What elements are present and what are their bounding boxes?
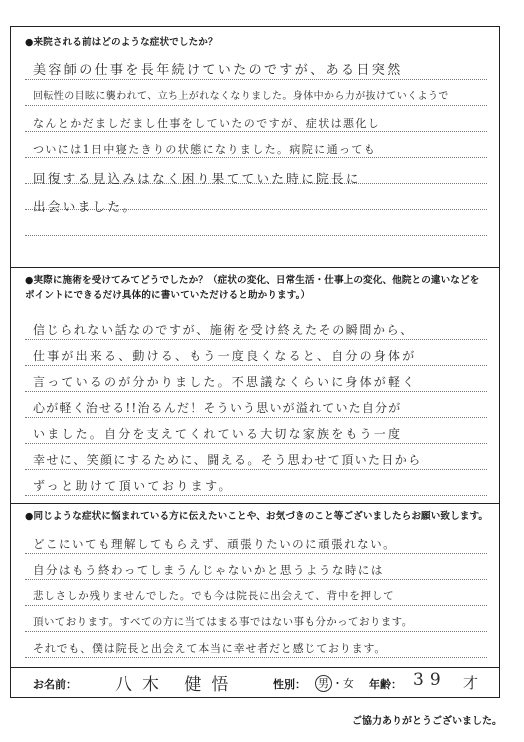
age-value: 39 (413, 670, 447, 690)
answer-line: 幸せに、笑顔にするために、闘える。そう思わせて頂いた日から (33, 453, 422, 467)
answer-rule (25, 631, 487, 632)
answer-line: どこにいても理解してもらえず、頑張りたいのに頑張れない。 (33, 537, 397, 551)
gender-male-selected: 男 (315, 675, 332, 692)
answer-rule (25, 579, 487, 580)
answer-line: 信じられない話なのですが、施術を受け終えたその瞬間から、 (33, 323, 414, 337)
section-symptoms-before (11, 27, 499, 267)
age-label: 年齢： (369, 678, 402, 691)
answer-rule (25, 657, 487, 658)
answer-rule (25, 469, 487, 470)
gender-options (315, 675, 354, 692)
answer-rule (25, 339, 487, 340)
answer-line: それでも、僕は院長と出会えて本当に幸せ者だと感じております。 (33, 642, 387, 655)
answer-rule (25, 443, 487, 444)
gender-label: 性別： (273, 678, 306, 691)
answer-rule (25, 605, 487, 606)
gender-female: 女 (343, 677, 354, 690)
answer-line: 自分はもう終わってしまうんじゃないかと思うような時には (33, 563, 384, 577)
answer-line: ついには1日中寝たきりの状態になりました。病院に通っても (33, 143, 377, 156)
answer-line: 頂いております。すべての方に当てはまる事ではない事も分かっております。 (33, 616, 413, 628)
respondent-info (11, 667, 499, 699)
answer-rule (25, 79, 487, 80)
section-message-to-others (11, 503, 499, 667)
age-unit: 才 (463, 674, 479, 692)
answer-line: 出会いました。 (33, 199, 138, 214)
question-message-to-others: ●同じような症状に悩まれている方に伝えたいことや、お気づきのこと等ございましたらお願い致します。 (25, 511, 489, 522)
answer-line: なんとかだましだまし仕事をしていたのですが、症状は悪化し (33, 117, 381, 130)
answer-line: ずっと助けて頂いております。 (33, 479, 233, 493)
name-label: お名前： (33, 678, 77, 691)
answer-line: 悲しさしか残りませんでした。でも今は院長に出会えて、背中を押して (33, 590, 395, 602)
answer-rule (25, 553, 487, 554)
answer-line: 美容師の仕事を長年続けていたのですが、ある日突然 (33, 63, 403, 78)
question-before-visit: ●来院される前はどのような症状でしたか？ (25, 37, 218, 48)
answer-line: 心が軽く治せる!!治るんだ！そういう思いが溢れていた自分が (33, 401, 402, 415)
question-treatment-experience: ●実際に施術を受けてみてどうでしたか？（症状の変化、日常生活・仕事上の変化、他院との違いなどをポイントにできるだけ具体的に書いていただけると助かります。） (25, 275, 480, 301)
answer-rule (25, 391, 487, 392)
answer-rule (25, 157, 487, 158)
name-value: 八木 健悟 (115, 675, 239, 695)
answer-rule (25, 495, 487, 496)
section-treatment-experience (11, 267, 499, 517)
answer-rule (25, 105, 487, 106)
answer-rule (25, 235, 487, 236)
answer-rule (25, 131, 487, 132)
gender-separator: ・ (332, 677, 343, 690)
questionnaire-form (10, 26, 500, 698)
answer-rule (25, 365, 487, 366)
answer-line: 回転性の目眩に襲われて、立ち上がれなくなりました。身体中から力が抜けていくようで (33, 91, 449, 102)
answer-line: 回復する見込みはなく困り果てていた時に院長に (33, 171, 361, 186)
answer-line: 言っているのが分かりました。不思議なくらいに身体が軽く (33, 375, 417, 389)
answer-line: いました。自分を支えてくれている大切な家族をもう一度 (33, 427, 403, 441)
answer-line: 仕事が出来る、動ける、もう一度良くなると、自分の身体が (33, 349, 417, 363)
thank-you-note: ご協力ありがとうございました。 (352, 716, 502, 727)
answer-rule (25, 417, 487, 418)
